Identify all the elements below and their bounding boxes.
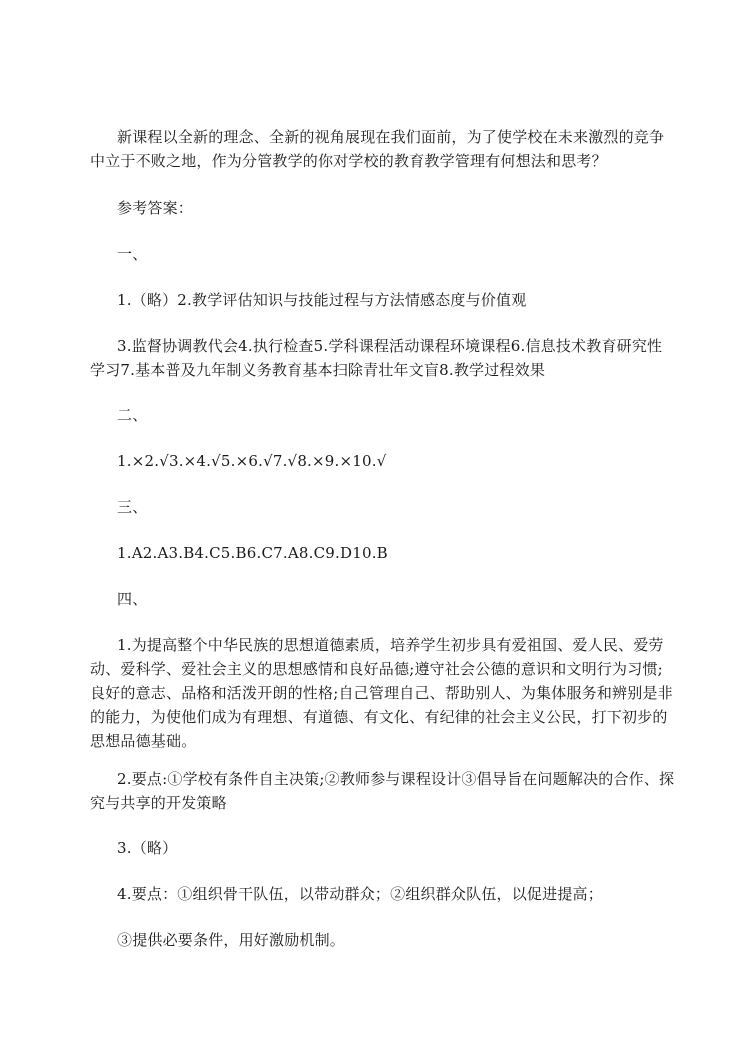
section-1-item-1: 1.（略）2.教学评估知识与技能过程与方法情感态度与价值观 xyxy=(117,291,527,309)
answer-heading: 参考答案： xyxy=(117,199,194,217)
section-heading-2: 二、 xyxy=(117,406,148,424)
section-heading-3: 三、 xyxy=(117,498,148,516)
section-4-item-5: ③提供必要条件，用好激励机制。 xyxy=(117,931,346,949)
section-heading-4: 四、 xyxy=(117,590,148,608)
section-2-item-1: 1.×2.√3.×4.√5.×6.√7.√8.×9.×10.√ xyxy=(117,452,387,470)
section-4-item-4: 4.要点：①组织骨干队伍，以带动群众；②组织群众队伍，以促进提高； xyxy=(117,885,603,903)
section-3-item-1: 1.A2.A3.B4.C5.B6.C7.A8.C9.D10.B xyxy=(117,544,388,562)
question-paragraph: 新课程以全新的理念、全新的视角展现在我们面前，为了使学校在未来激烈的竞争中立于不败之地，作为分管教学的你对学校的教育教学管理有何想法和思考？ xyxy=(90,128,665,170)
section-4-item-1: 1.为提高整个中华民族的思想道德素质，培养学生初步具有爱祖国、爱人民、爱劳动、爱科学、爱社会主义的思想感情和良好品德;遵守社会公德的意识和文明行为习惯;良好的意志、品格和活泼开朗的性格;自己管理自己、帮助别人、为集体服务和辨别是非的能力，为使他们成为有理想、有道德、有文化、有纪律的社会主义公民，打下初步的思想品德基础。 xyxy=(90,636,673,750)
section-4-item-3: 3.（略） xyxy=(117,839,178,857)
section-1-item-2: 3.监督协调教代会4.执行检查5.学科课程活动课程环境课程6.信息技术教育研究性学习7.基本普及九年制义务教育基本扫除青壮年文盲8.教学过程效果 xyxy=(90,337,663,379)
section-heading-1: 一、 xyxy=(117,245,148,263)
section-4-item-2: 2.要点:①学校有条件自主决策;②教师参与课程设计③倡导旨在问题解决的合作、探究与共享的开发策略 xyxy=(90,770,675,812)
